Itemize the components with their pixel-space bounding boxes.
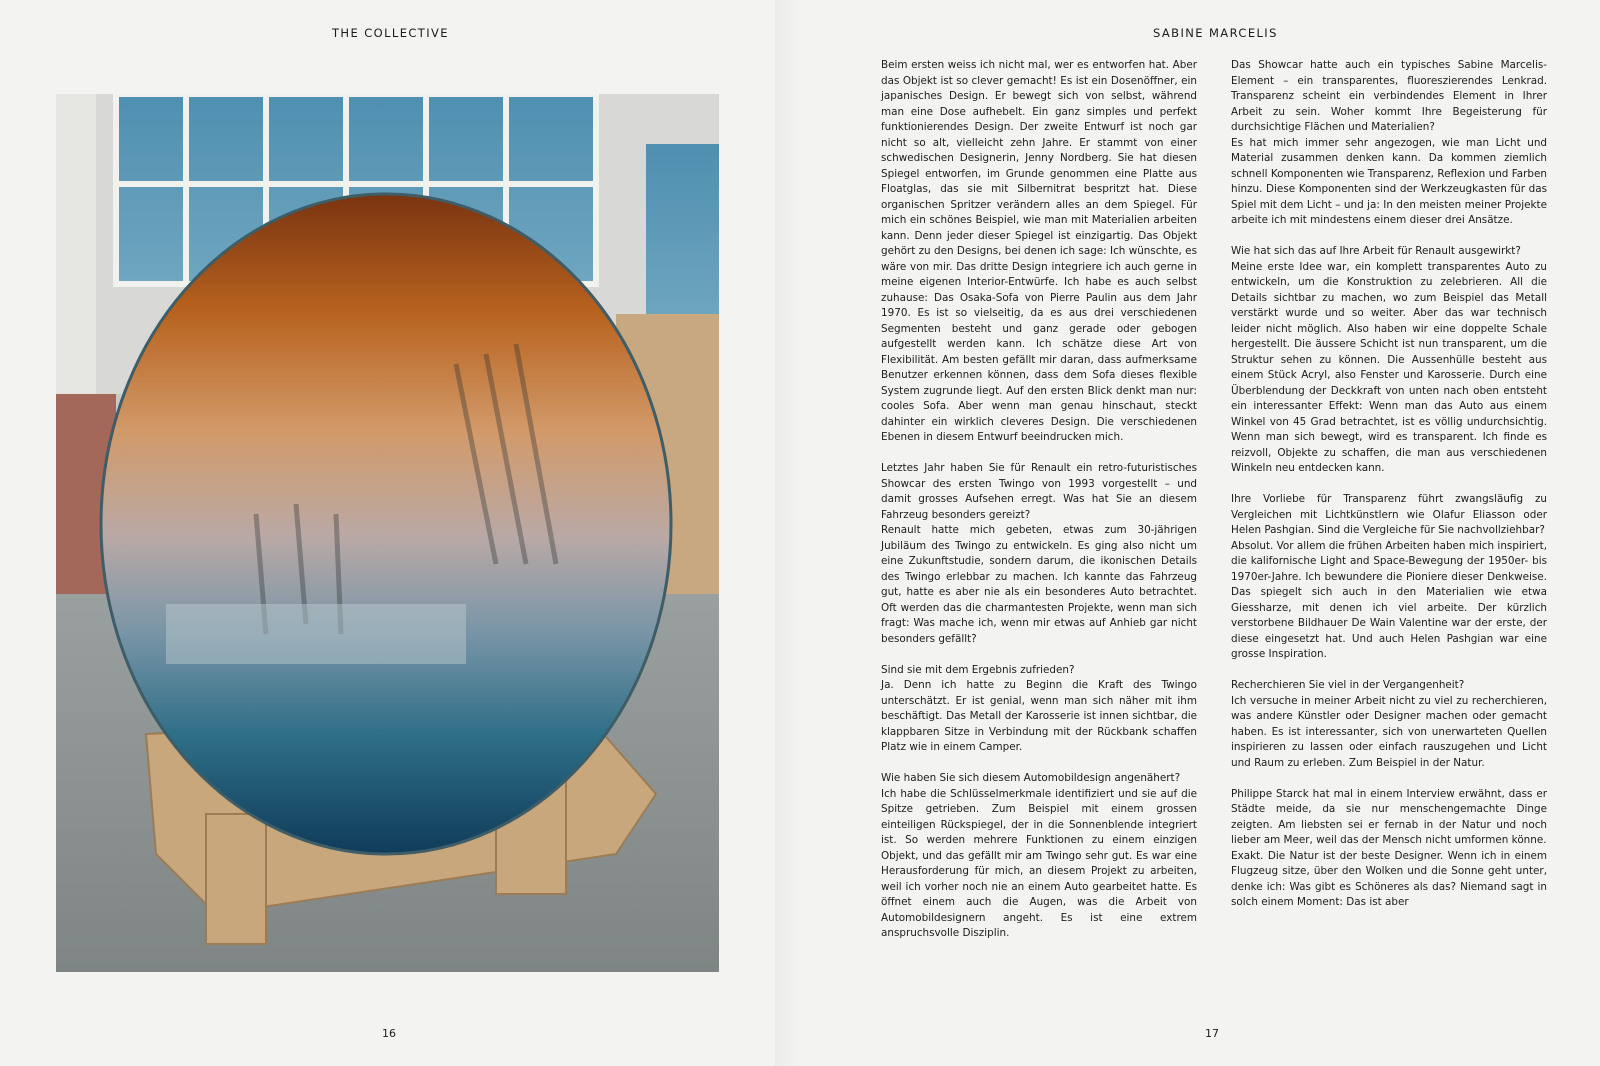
answer-paragraph: Es hat mich immer sehr angezogen, wie man Licht und Material zusammen denken kann. Da kommen ziemlich schnell Komponenten wie Transparenz, Reflexion und Farben hinzu. Diese Komponenten sind der Werkzeugkasten für das Spiel mit dem Licht – und ja: In den meisten meiner Projekte arbeite ich mit mindestens einem dieser drei Ansätze. (1231, 136, 1547, 226)
answer-paragraph: Beim ersten weiss ich nicht mal, wer es entworfen hat. Aber das Objekt ist so clever gemacht! Es ist ein Dosenöffner, ein japanisches Design. Er bewegt sich von selbst, während man eine Dose aufhebelt. Ein ganz simples und perfekt funktionierendes Design. Der zweite Entwurf ist noch gar nicht so alt, vielleicht zehn Jahre. Er stammt von einer schwedischen Designerin, Jenny Nordberg. Sie hat diesen Spiegel entworfen, im Grunde genommen eine Platte aus Floatglas, das sie mit Silbernitrat bespritzt hat. Diese organischen Spritzer verändern alles an dem Spiegel. Für mich ein schönes Beispiel, wie man mit Materialien arbeiten kann. Denn jeder dieser Spiegel ist einzigartig. Das Objekt gehört zu den Designs, bei denen ich sage: Ich wünschte, es wäre von mir. Das dritte Design integriere ich auch gerne in meine eigenen Interior-Entwürfe. Ich habe es auch selbst zuhause: Das Osaka-Sofa von Pierre Paulin aus dem Jahr 1970. Es ist so vielseitig, da es aus drei verschiedenen Segmenten besteht und ganz gerade oder gebogen aufgestellt werden kann. Ich schätze diese Art von Flexibilität. Am besten gefällt mir daran, dass aufmerksame Benutzer erkennen können, dass dem Sofa dieses flexible System zugrunde liegt. Auf den ersten Blick denkt man nur: cooles Sofa. Aber wenn man genau hinschaut, steckt dahinter ein wirklich cleveres Design. Die verschiedenen Ebenen in diesem Entwurf beeindrucken mich. (881, 59, 1197, 443)
running-head-right: SABINE MARCELIS (1153, 26, 1278, 40)
answer-paragraph: Exakt. Die Natur ist der beste Designer. Wenn ich in einem Flugzeug sitze, über den Wolken und die Sonne geht unter, denke ich: Was gibt es Schöneres als das? Niemand sagt in solch einem Moment: Das ist aber (1231, 849, 1547, 908)
spread-gutter (775, 0, 800, 1066)
question-paragraph: Wie haben Sie sich diesem Automobildesign angenähert? (881, 772, 1181, 784)
question-paragraph: Philippe Starck hat mal in einem Interview erwähnt, dass er Städte meide, da sie nur menschengemachte Dinge zeigten. Am liebsten sei er fernab in der Natur und noch lieber am Meer, weil das der Mensch nicht umformen könne. (1231, 787, 1547, 846)
running-head-left: THE COLLECTIVE (332, 26, 449, 40)
left-page (0, 0, 775, 1066)
question-paragraph: Ihre Vorliebe für Transparenz führt zwangsläufig zu Vergleichen mit Lichtkünstlern wie Olafur Eliasson oder Helen Pashgian. Sind die Vergleiche für Sie nachvollziehbar? (1231, 493, 1547, 536)
answer-paragraph: Ich habe die Schlüsselmerkmale identifiziert und sie auf die Spitze getrieben. Zum Beispiel mit einem grossen einteiligen Rückspiegel, der in die Sonnenblende integriert ist. So werden mehrere Funktionen zu einem einzigen Objekt, und das gefällt mir am Twingo sehr gut. Es war eine Herausforderung für mich, an diesem Projekt zu arbeiten, weil ich vorher noch nie an einem Auto gearbeitet hatte. Es öffnet einem auch die Augen, was die Arbeit von Automobildesignern angeht. Es ist eine extrem anspruchsvolle Disziplin. (881, 787, 1197, 939)
answer-paragraph: Meine erste Idee war, ein komplett transparentes Auto zu entwickeln, um die Konstruktion zu zelebrieren. All die Details sichtbar zu machen, wo zum Beispiel das Metall verstärkt wurde und so weiter. Aber das war technisch leider nicht möglich. Also haben wir eine doppelte Schale hergestellt. Die äussere Schicht ist nun transparent, um die Struktur sehen zu können. Die Aussenhülle besteht aus einem Stück Acryl, also Fenster und Karosserie. Durch eine Überblendung der Deckkraft von unten nach oben entsteht ein interessanter Effekt: Wenn man das Auto aus einem Winkel von 45 Grad betrachtet, ist es völlig undurchsichtig. Wenn man sich bewegt, wird es transparent. Ich finde es reizvoll, Objekte zu schaffen, die man aus verschiedenen Winkeln neu entdecken kann. (1231, 260, 1547, 474)
question-paragraph: Wie hat sich das auf Ihre Arbeit für Renault ausgewirkt? (1231, 245, 1521, 257)
question-paragraph: Recherchieren Sie viel in der Vergangenheit? (1231, 679, 1465, 691)
answer-paragraph: Ja. Denn ich hatte zu Beginn die Kraft des Twingo unterschätzt. Er ist genial, wenn man sich näher mit ihm beschäftigt. Das Metall der Karosserie ist innen sichtbar, die klappbaren Sitze in Verbindung mit der Rückbank schaffen Platz wie in einem Camper. (881, 679, 1197, 753)
question-paragraph: Letztes Jahr haben Sie für Renault ein retro-futuristisches Showcar des ersten Twingo von 1993 vorgestellt – und damit grosses Aufsehen erregt. Was hat Sie an diesem Fahrzeug besonders gereizt? (881, 462, 1197, 521)
mirror-photo (56, 94, 719, 972)
page-number-right: 17 (1205, 1027, 1219, 1040)
answer-paragraph: Renault hatte mich gebeten, etwas zum 30-jährigen Jubiläum des Twingo zu entwickeln. Es ging also nicht um eine Zukunftstudie, sondern darum, die ikonischen Details des Twingo erlebbar zu machen. Ich kannte das Fahrzeug gut, hatte es aber nie als ein besonderes Auto betrachtet. Oft werden das die charmantesten Projekte, wenn man sich fragt: Was mache ich, wenn mir etwas auf Anhieb gar nicht besonders gefällt? (881, 524, 1197, 645)
text-column-2 (1231, 58, 1547, 911)
answer-paragraph: Absolut. Vor allem die frühen Arbeiten haben mich inspiriert, die kalifornische Light and Space-Bewegung der 1950er- bis 1970er-Jahre. Ich bewundere die Pioniere dieser Denkweise. Das spiegelt sich auch in den Materialien wie etwa Giessharze, mit denen ich viel arbeite. Der kürzlich verstorbene Bildhauer De Wain Valentine war der erste, der diese eingesetzt hat. Und auch Helen Pashgian war eine grosse Inspiration. (1231, 539, 1547, 660)
answer-paragraph: Ich versuche in meiner Arbeit nicht zu viel zu recherchieren, was andere Künstler oder Designer machen oder gemacht haben. Es ist interessanter, sich von unerwarteten Quellen inspirieren zu lassen oder einfach rauszugehen und Licht und Raum zu erleben. Zum Beispiel in der Natur. (1231, 694, 1547, 769)
question-paragraph: Das Showcar hatte auch ein typisches Sabine Marcelis-Element – ein transparentes, fluoreszierendes Lenkrad. Transparenz scheint ein verbindendes Element in Ihrer Arbeit zu sein. Woher kommt Ihre Begeisterung für durchsichtige Flächen und Materialien? (1231, 59, 1547, 133)
right-page (800, 0, 1600, 1066)
page-number-left: 16 (382, 1027, 396, 1040)
text-column-1 (881, 58, 1197, 942)
question-paragraph: Sind sie mit dem Ergebnis zufrieden? (881, 663, 1075, 676)
